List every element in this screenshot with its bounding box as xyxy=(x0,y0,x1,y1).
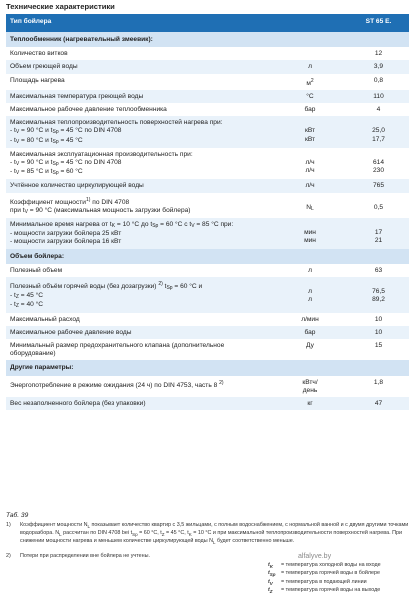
param-name: Учтённое количество циркулирующей воды xyxy=(6,179,272,192)
param-value: 25,0 17,7 xyxy=(348,116,409,148)
legend-text: = температура холодной воды на входе xyxy=(281,562,381,568)
section-title: Объем бойлера: xyxy=(6,249,409,264)
footnote-1-number: 1) xyxy=(6,522,11,528)
param-name: Энергопотребление в режиме ожидания (24 ч) по DIN 4753, часть 8 $^{2)}$ xyxy=(6,376,272,397)
table-header-row xyxy=(6,14,409,32)
param-unit: °C xyxy=(272,90,348,103)
section-title: Другие параметры: xyxy=(6,360,409,375)
table-row xyxy=(6,218,409,249)
param-value: 47 xyxy=(348,397,409,410)
param-unit: бар xyxy=(272,103,348,116)
param-unit xyxy=(272,47,348,60)
param-value: 10 xyxy=(348,313,409,326)
legend-item xyxy=(268,587,381,595)
table-row xyxy=(6,103,409,116)
param-unit: кг xyxy=(272,397,348,410)
param-value: 4 xyxy=(348,103,409,116)
legend-text: = температура в подающей линии xyxy=(281,578,367,585)
table-row xyxy=(6,277,409,313)
param-unit: мин мин xyxy=(272,218,348,249)
footnote-2-number: 2) xyxy=(6,553,11,559)
legend-symbol: $t_Z$ xyxy=(268,587,273,595)
table-row xyxy=(6,47,409,60)
section-header xyxy=(6,360,409,375)
param-unit: кВтч/ день xyxy=(272,376,348,397)
param-unit: $м^2$ xyxy=(272,74,348,90)
param-value: 17 21 xyxy=(348,218,409,249)
param-unit: л/ч xyxy=(272,179,348,192)
param-unit: л л xyxy=(272,277,348,313)
legend-item xyxy=(268,570,381,578)
param-value: 614 230 xyxy=(348,148,409,180)
table-row xyxy=(6,339,409,360)
table-row xyxy=(6,148,409,180)
param-name: Максимальный расход xyxy=(6,313,272,326)
param-value: 76,5 89,2 xyxy=(348,277,409,313)
table-row xyxy=(6,313,409,326)
param-value: 63 xyxy=(348,264,409,277)
param-name: Полезный объем xyxy=(6,264,272,277)
watermark: alfalyve.by xyxy=(298,553,332,560)
spec-table xyxy=(6,14,409,410)
page-heading: Технические характеристики xyxy=(6,2,115,11)
param-unit: л xyxy=(272,60,348,73)
param-name: Минимальное время нагрева от $t_K = 10$ °C до $t_{Sp} = 60$ °C с $t_V = 85$ °C при: - мощности загрузки бойлера 25 кВт - мощности загрузки бойлера 16 кВт xyxy=(6,218,272,249)
param-value: 110 xyxy=(348,90,409,103)
param-value: 10 xyxy=(348,326,409,339)
param-value: 0,5 xyxy=(348,193,409,218)
legend-symbol: $t_V$ xyxy=(268,578,273,586)
table-row xyxy=(6,116,409,148)
legend-symbol: $t_K$ xyxy=(268,562,274,570)
param-name: Количество витков xyxy=(6,47,272,60)
param-name: Минимальный размер предохранительного клапана (дополнительное оборудование) xyxy=(6,339,272,360)
param-name: Полезный объём горячей воды (без дозагрузки) $^{2)}$ $t_{Sp} = 60$ °C и - $t_Z = 45$ °C - $t_Z = 40$ °C xyxy=(6,277,272,313)
table-row xyxy=(6,397,409,410)
table-row xyxy=(6,193,409,218)
param-unit: Ду xyxy=(272,339,348,360)
header-type-label: Тип бойлера xyxy=(6,14,272,32)
param-name: Площадь нагрева xyxy=(6,74,272,90)
param-value: 15 xyxy=(348,339,409,360)
param-value: 12 xyxy=(348,47,409,60)
param-unit: бар xyxy=(272,326,348,339)
section-header xyxy=(6,249,409,264)
param-unit: кВт кВт xyxy=(272,116,348,148)
section-title: Теплообменник (нагревательный змеевик): xyxy=(6,32,409,47)
symbol-legend xyxy=(268,562,381,596)
param-name: Максимальная температура греющей воды xyxy=(6,90,272,103)
param-name: Максимальная теплопроизводительность поверхностей нагрева при: - $t_V = 90$ °C и $t_{Sp} = 45$ °C по DIN 4708 - $t_V = 80$ °C и $t_{Sp} = 45$ °C xyxy=(6,116,272,148)
param-name: Максимальное рабочее давление теплообменника xyxy=(6,103,272,116)
header-model: ST 65 E. xyxy=(348,14,409,32)
table-row xyxy=(6,376,409,397)
param-unit: $N_L$ xyxy=(272,193,348,218)
section-header xyxy=(6,32,409,47)
table-row xyxy=(6,74,409,90)
footnote-2-text: Потери при распределении вне бойлера не учтены. xyxy=(20,553,150,559)
footnote-1-text: Коэффициент мощности $N_L$ показывает количество квартир с 3,5 жильцами, с полным водоснабжением, с нормальной ванной и с двумя другими точками водоразбора. $N_L$ рассчитан по DIN 4708 bei $t_{Sp} = 60$ °C, $t_Z = 45$ °C, $t_K = 10$ °C и при максимальной теплопроизводительности поверхностей нагрева. При снижении мощности нагрева и меньшем количестве циркулирующей воды $N_L$ будет соответственно меньше. xyxy=(20,522,409,546)
param-unit: л/мин xyxy=(272,313,348,326)
param-name: Объем греющей воды xyxy=(6,60,272,73)
legend-text: = температура горячей воды в бойлере xyxy=(281,570,381,577)
table-row xyxy=(6,60,409,73)
table-row xyxy=(6,326,409,339)
header-unit-cell xyxy=(272,14,348,32)
table-row xyxy=(6,90,409,103)
param-value: 765 xyxy=(348,179,409,192)
legend-text: = температура горячей воды на выходе xyxy=(281,587,381,594)
param-unit: л/ч л/ч xyxy=(272,148,348,180)
param-unit: л xyxy=(272,264,348,277)
legend-symbol: $t_{Sp}$ xyxy=(268,570,276,578)
param-value: 1,8 xyxy=(348,376,409,397)
legend-item xyxy=(268,579,381,587)
param-name: Максимальное рабочее давление воды xyxy=(6,326,272,339)
table-row xyxy=(6,264,409,277)
table-row xyxy=(6,179,409,192)
param-name: Максимальная эксплуатационная производительность при: - $t_V = 90$ °C и $t_{Sp} = 45$ °C по DIN 4708 - $t_V = 85$ °C и $t_{Sp} = 60$ °C xyxy=(6,148,272,180)
param-value: 3,9 xyxy=(348,60,409,73)
param-value: 0,8 xyxy=(348,74,409,90)
table-label: Таб. 39 xyxy=(6,512,29,519)
param-name: Вес незаполненного бойлера (без упаковки) xyxy=(6,397,272,410)
param-name: Коэффициент мощности$^{1)}$ по DIN 4708 при $t_V = 90$ °C (максимальная мощность загрузки бойлера) xyxy=(6,193,272,218)
